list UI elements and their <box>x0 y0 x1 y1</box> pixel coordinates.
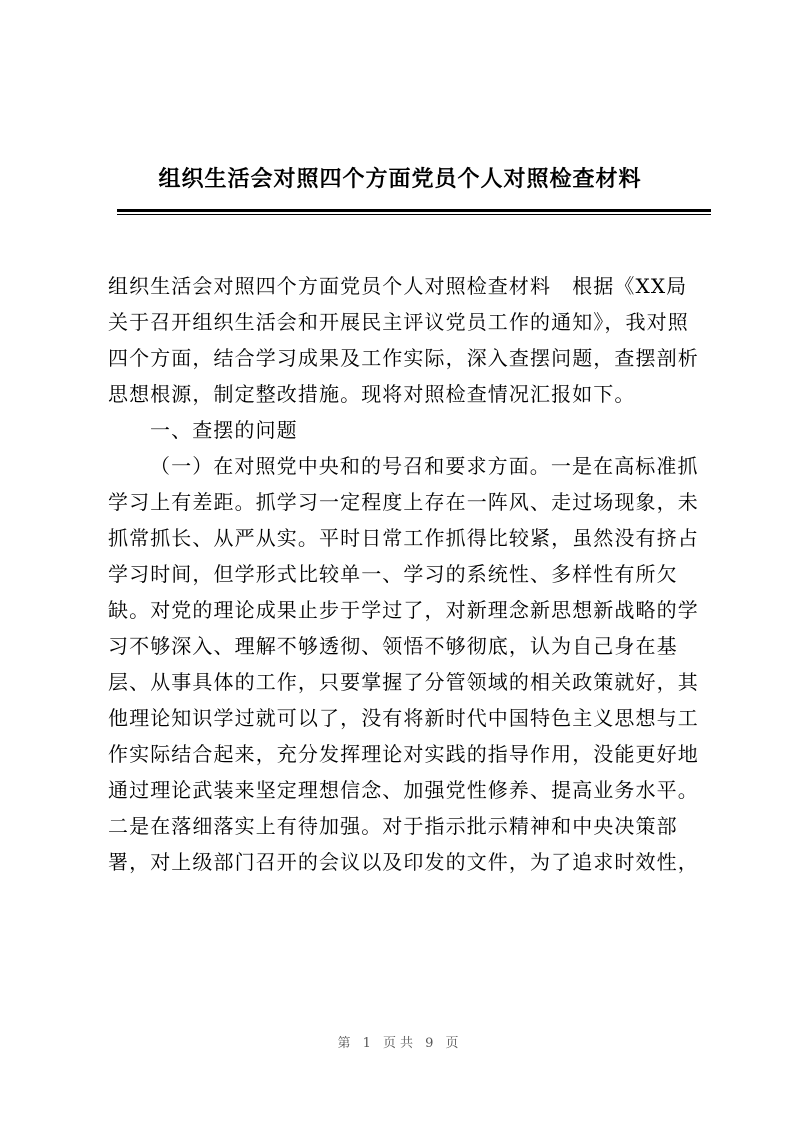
body-line-14: 作实际结合起来，充分发挥理论对实践的指导作用，没能更好地 <box>108 742 699 766</box>
document-title: 组织生活会对照四个方面党员个人对照检查材料 <box>158 167 642 192</box>
body-line-17: 署，对上级部门召开的会议以及印发的文件，为了追求时效性， <box>108 850 699 874</box>
body-line-7: 学习上有差距。抓学习一定程度上存在一阵风、走过场现象，未 <box>108 490 699 514</box>
body-line-3: 四个方面，结合学习成果及工作实际，深入查摆问题，查摆剖析 <box>108 346 699 370</box>
body-line-4: 思想根源，制定整改措施。现将对照检查情况汇报如下。 <box>108 382 636 406</box>
body-line-16: 二是在落细落实上有待加强。对于指示批示精神和中央决策部 <box>108 814 678 838</box>
body-line-10: 缺。对党的理论成果止步于学过了，对新理念新思想新战略的学 <box>108 598 699 622</box>
document-body <box>108 268 713 880</box>
body-line-12: 层、从事具体的工作，只要掌握了分管领域的相关政策就好，其 <box>108 670 699 694</box>
body-line-2: 关于召开组织生活会和开展民主评议党员工作的通知》，我对照 <box>108 310 689 334</box>
section-heading-1: 一、查摆的问题 <box>150 418 298 442</box>
body-line-15: 通过理论武装来坚定理想信念、加强党性修养、提高业务水平。 <box>108 778 699 802</box>
body-line-8: 抓常抓长、从严从实。平时日常工作抓得比较紧，虽然没有挤占 <box>108 526 699 550</box>
body-line-9: 学习时间，但学形式比较单一、学习的系统性、多样性有所欠 <box>108 562 678 586</box>
page-number-footer: 第 1 页共 9 页 <box>337 1036 463 1051</box>
body-line-11: 习不够深入、理解不够透彻、领悟不够彻底，认为自己身在基 <box>108 634 678 658</box>
title-underline-thin <box>117 214 711 215</box>
body-line-1: 组织生活会对照四个方面党员个人对照检查材料 根据《XX局 <box>108 274 688 298</box>
body-line-6: （一）在对照党中央和的号召和要求方面。一是在高标准抓 <box>150 454 699 478</box>
title-underline-thick <box>117 209 711 212</box>
body-line-13: 他理论知识学过就可以了，没有将新时代中国特色主义思想与工 <box>108 706 699 730</box>
